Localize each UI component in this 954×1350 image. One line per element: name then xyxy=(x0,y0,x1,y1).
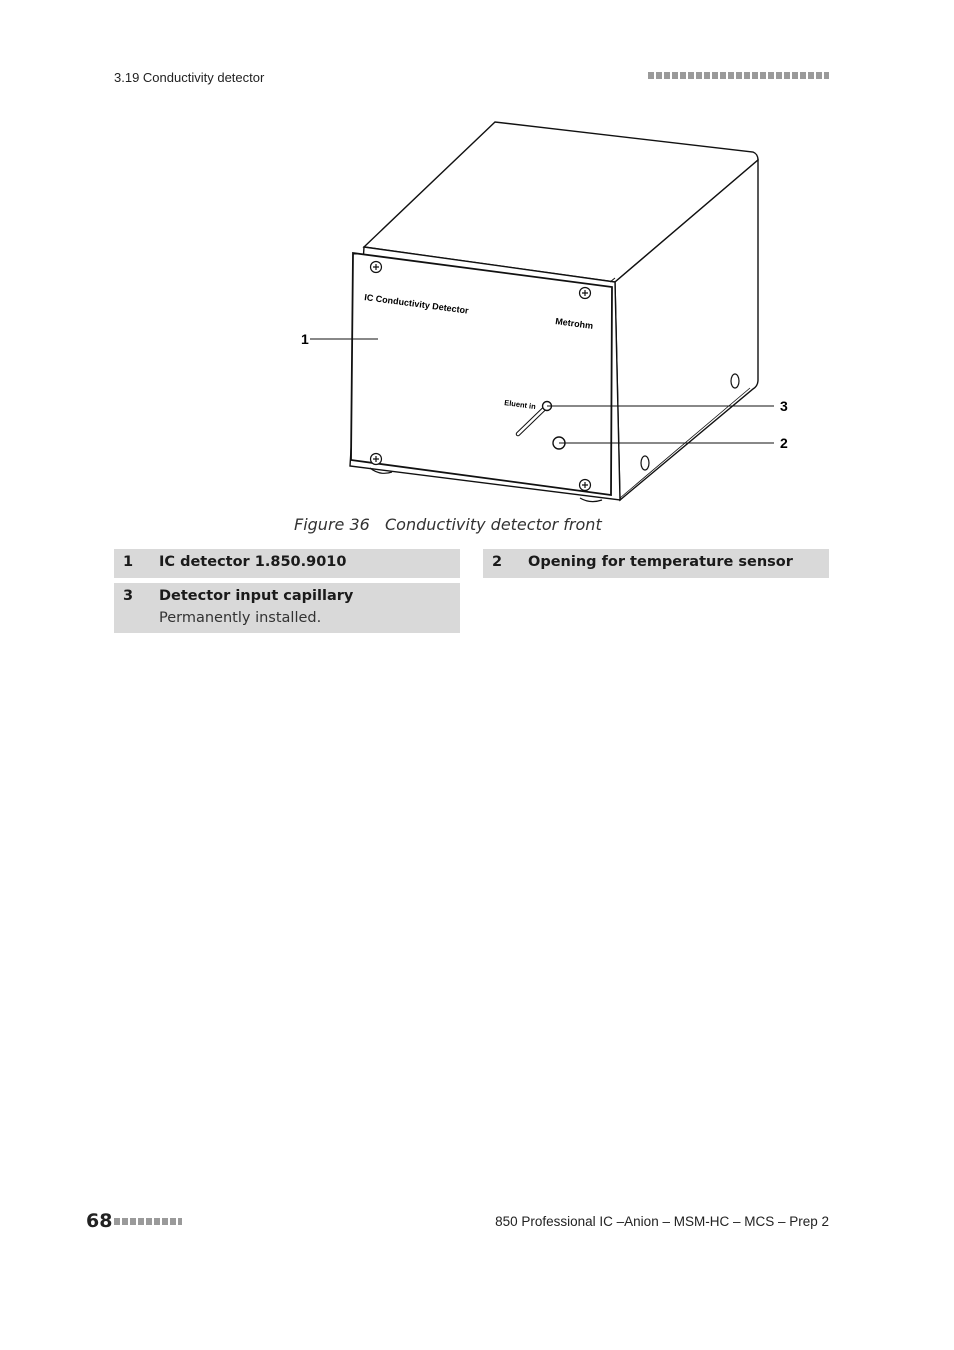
legend-item-3 xyxy=(114,583,460,633)
figure-caption-text: Conductivity detector front xyxy=(385,515,602,534)
running-header-section: 3.19 Conductivity detector xyxy=(114,70,265,85)
legend-item-1 xyxy=(114,549,460,578)
figure-caption xyxy=(294,515,602,534)
detector-front-plate xyxy=(351,253,612,495)
legend-number: 3 xyxy=(123,588,134,604)
side-bolt-icon xyxy=(731,374,739,388)
device-label: IC Conductivity Detector xyxy=(363,292,470,316)
callout-number-3: 3 xyxy=(780,398,788,414)
callout-number-1: 1 xyxy=(301,331,309,347)
header-decoration-dots xyxy=(648,72,829,79)
brand-logo: Metrohm xyxy=(554,316,594,331)
legend-number: 1 xyxy=(123,554,134,570)
legend-title: Detector input capillary xyxy=(159,588,354,604)
port-label: Eluent in xyxy=(503,398,537,412)
page-number: 68 xyxy=(86,1210,113,1232)
legend-title: IC detector 1.850.9010 xyxy=(159,554,347,570)
side-bolt-icon xyxy=(641,456,649,470)
footer-decoration-dots xyxy=(114,1218,182,1225)
legend-item-2 xyxy=(483,549,829,578)
figure-label: Figure 36 xyxy=(294,515,370,534)
detector-illustration xyxy=(290,110,810,510)
document-title: 850 Professional IC –Anion – MSM-HC – MCS – Prep 2 xyxy=(495,1214,829,1229)
detector-foot xyxy=(580,498,602,502)
legend-number: 2 xyxy=(492,554,503,570)
legend-title: Opening for temperature sensor xyxy=(528,554,793,570)
callout-number-2: 2 xyxy=(780,435,788,451)
legend-description: Permanently installed. xyxy=(159,610,322,626)
